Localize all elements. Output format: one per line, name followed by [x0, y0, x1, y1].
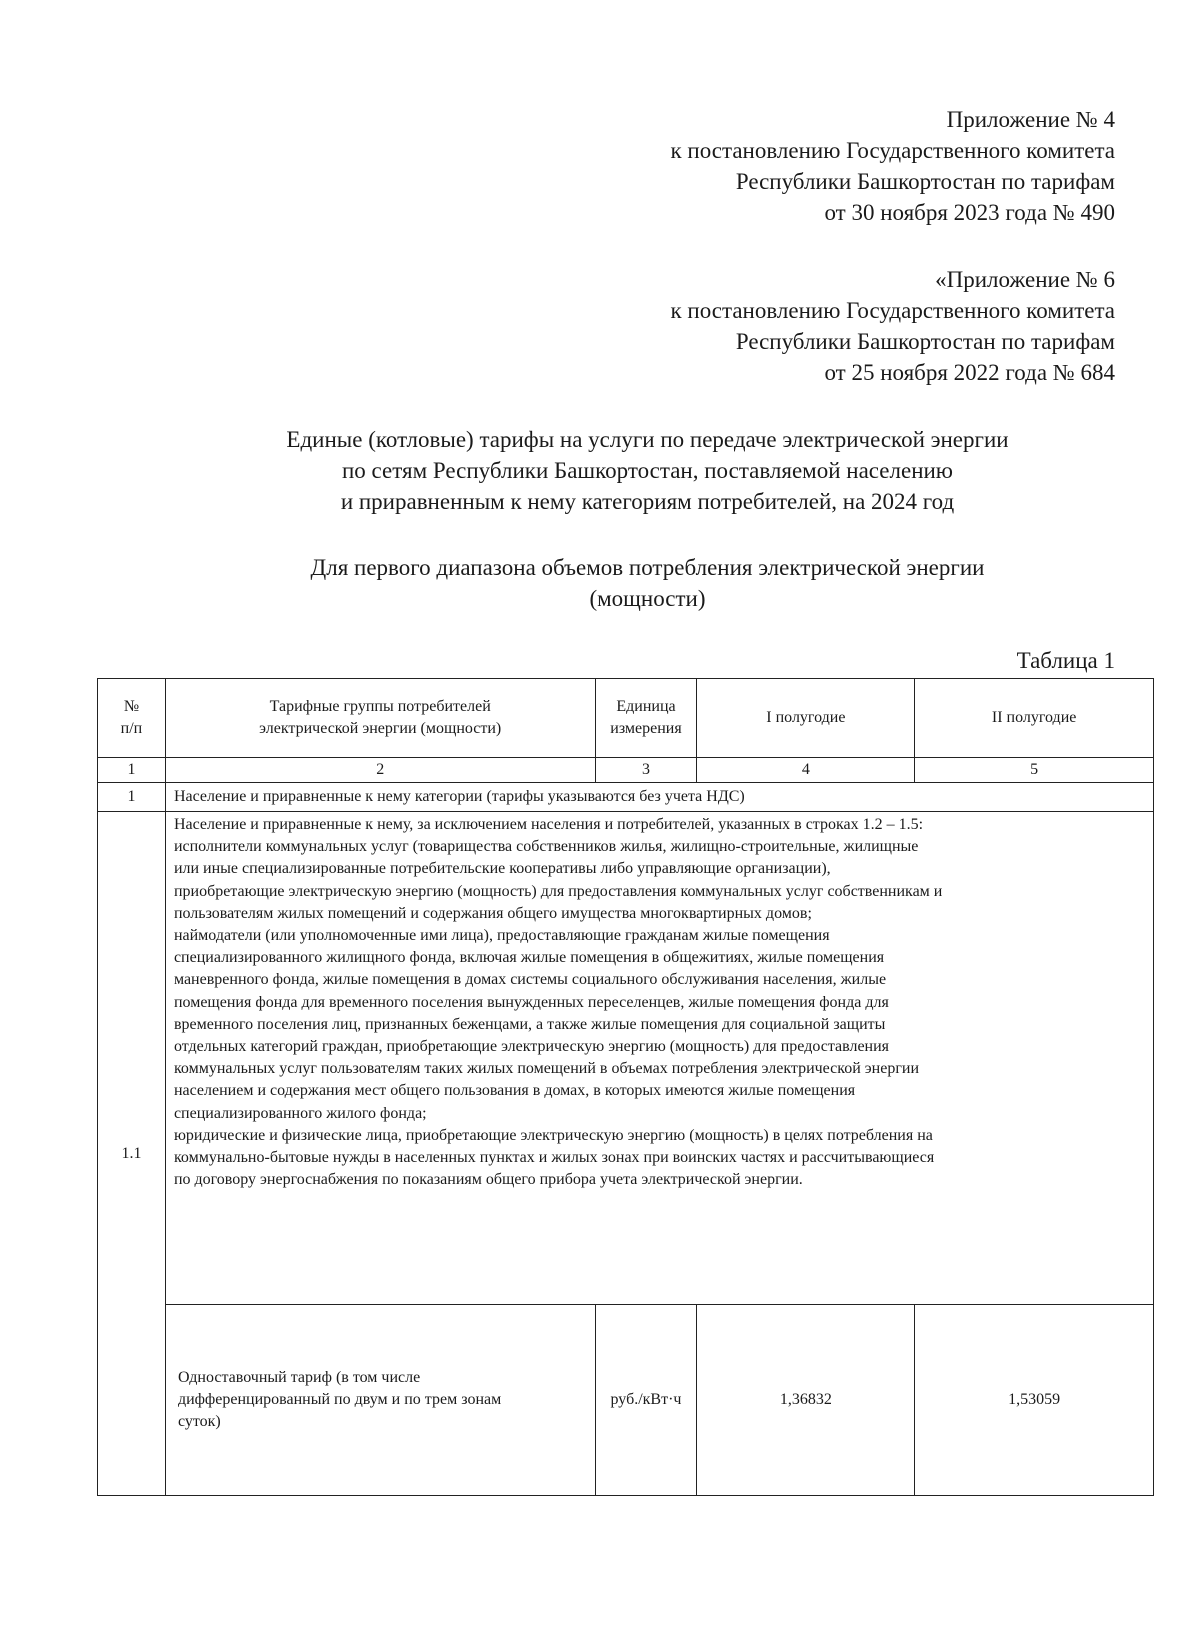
appendix-amended-line: Республики Башкортостан по тарифам [735, 329, 1115, 354]
header-num-line1: № [123, 698, 140, 715]
row-1-1-description [98, 812, 1154, 1305]
description-line: юридические и физические лица, приобретающие электрическую энергию (мощность) в целях потребления на [173, 1126, 933, 1144]
appendix-amended-line: «Приложение № 6 [935, 267, 1115, 292]
description-line: по договору энергоснабжения по показаниям общего прибора учета электрической энергии. [173, 1171, 803, 1189]
description-line: специализированного жилого фонда; [173, 1104, 427, 1122]
column-number: 4 [697, 758, 915, 783]
appendix-current-line: от 30 ноября 2023 года № 490 [824, 200, 1115, 225]
subtitle-line: Для первого диапазона объемов потребления электрической энергии [310, 555, 985, 580]
column-number: 2 [165, 758, 595, 783]
document-title [90, 424, 1200, 517]
description-line: приобретающие электрическую энергию (мощность) для предоставления коммунальных услуг собственникам и [173, 882, 943, 900]
column-number: 1 [98, 758, 166, 783]
header-group-line2: электрической энергии (мощности) [259, 720, 502, 737]
header-group [165, 679, 595, 758]
description-line: коммунальных услуг пользователям таких жилых помещений в объемах потребления электрической энергии [173, 1060, 920, 1078]
title-line: и приравненным к нему категориям потребителей, на 2024 год [340, 489, 955, 514]
description-line: временного поселения лиц, признанных беженцами, а также жилые помещения для социальной защиты [173, 1015, 886, 1033]
tariff-value-half1: 1,36832 [697, 1305, 915, 1496]
section-label: Население и приравненные к нему категории (тарифы указываются без учета НДС) [165, 783, 1153, 812]
description-line: наймодатели (или уполномоченные ими лица), предоставляющие гражданам жилые помещения [173, 927, 830, 945]
header-num-line2: п/п [120, 720, 143, 737]
tariff-value-half2: 1,53059 [915, 1305, 1154, 1496]
appendix-amended-line: от 25 ноября 2022 года № 684 [824, 360, 1115, 385]
title-line: Единые (котловые) тарифы на услуги по передаче электрической энергии [286, 427, 1009, 452]
description-line: пользователям жилых помещений и содержания общего имущества многоквартирных домов; [173, 904, 812, 922]
column-number: 5 [915, 758, 1154, 783]
appendix-current-line: Приложение № 4 [946, 107, 1115, 132]
description-line: Население и приравненные к нему, за исключением населения и потребителей, указанных в строках 1.2 – 1.5: [173, 816, 924, 833]
appendix-amended-line: к постановлению Государственного комитета [670, 298, 1115, 323]
description-line: специализированного жилищного фонда, включая жилые помещения в общежитиях, жилые помещения [173, 949, 885, 967]
description-line: отдельных категорий граждан, приобретающие электрическую энергию (мощность) для предоставления [173, 1038, 890, 1056]
description-line: населением и содержания мест общего пользования в домах, в которых имеются жилые помещения [173, 1082, 856, 1100]
appendix-current-line: к постановлению Государственного комитета [670, 138, 1115, 163]
tariff-name-line: Одноставочный тариф (в том числе [177, 1369, 421, 1386]
subtitle-line: (мощности) [589, 586, 706, 611]
table-header-row [98, 679, 1154, 758]
description-line: коммунально-бытовые нужды в населенных пунктах и жилых зонах при воинских частях и рассчитывающиеся [173, 1149, 935, 1167]
column-number: 3 [595, 758, 697, 783]
header-unit [595, 679, 697, 758]
description-line: помещения фонда для временного поселения вынужденных переселенцев, жилые помещения фонда для [173, 993, 889, 1011]
appendix-current-header [670, 104, 1115, 228]
row-1-1-tariff [98, 1305, 1154, 1496]
header-half1: I полугодие [697, 679, 915, 758]
row-num: 1.1 [98, 812, 166, 1496]
appendix-amended-header [670, 264, 1115, 388]
tariff-name-line: суток) [177, 1413, 221, 1430]
header-group-line1: Тарифные группы потребителей [269, 698, 491, 715]
row-description [165, 812, 1153, 1305]
tariff-table [97, 678, 1154, 1496]
tariff-unit: руб./кВт·ч [595, 1305, 697, 1496]
tariff-name-line: дифференцированный по двум и по трем зонам [177, 1391, 502, 1408]
header-half2: II полугодие [915, 679, 1154, 758]
description-line: маневренного фонда, жилые помещения в домах системы социального обслуживания населения, жилые [173, 971, 887, 989]
tariff-name [165, 1305, 595, 1496]
section-num: 1 [98, 783, 166, 812]
title-line: по сетям Республики Башкортостан, поставляемой населению [342, 458, 953, 483]
header-unit-line1: Единица [616, 698, 676, 715]
header-num [98, 679, 166, 758]
document-subtitle [90, 552, 1200, 614]
header-unit-line2: измерения [610, 720, 682, 737]
table-caption: Таблица 1 [1016, 648, 1115, 673]
appendix-current-line: Республики Башкортостан по тарифам [735, 169, 1115, 194]
description-line: или иные специализированные потребительские кооперативы либо управляющие организации), [173, 860, 831, 878]
description-line: исполнители коммунальных услуг (товарищества собственников жилья, жилищно-строительные, жилищные [173, 838, 919, 856]
section-row [98, 783, 1154, 812]
column-number-row [98, 758, 1154, 783]
